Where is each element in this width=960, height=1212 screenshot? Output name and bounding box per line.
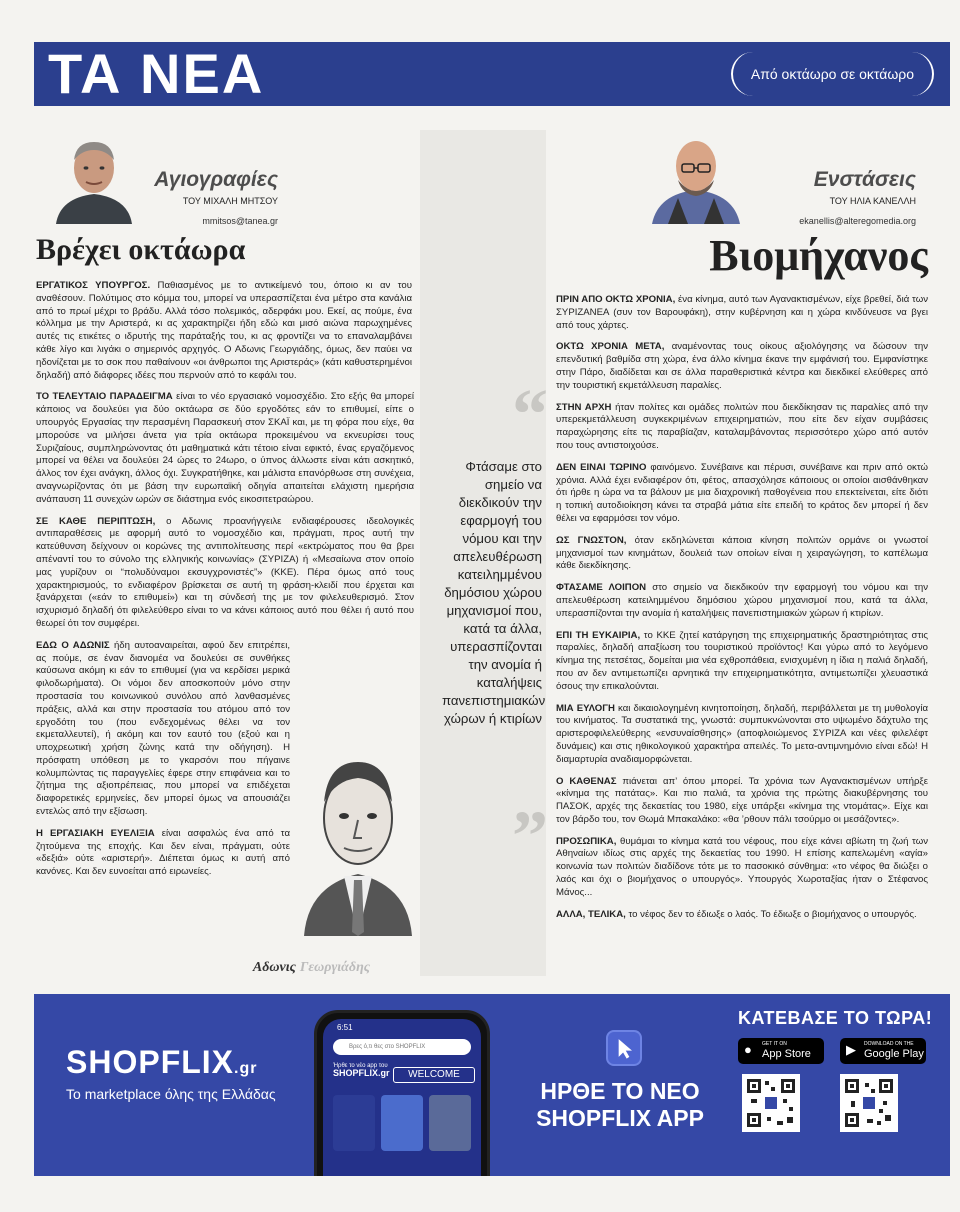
phone-welcome-banner: WELCOME <box>393 1067 475 1083</box>
paragraph: ΣΤΗΝ ΑΡΧΗ ήταν πολίτες και ομάδες πολιτών που διεκδίκησαν τις παραλίες από την υπερεκμετάλλευση συγκεκριμένων επιχειρηματιών, που είτε δεν είχαν συμβάσεις παραχώρησης είτε τις παραβίαζαν, καταλαμβάνοντας περισσότερο χώρο από αυτόν που τους αντιστοιχούσε. <box>556 401 928 451</box>
article-body <box>556 294 928 921</box>
masthead <box>34 42 950 106</box>
phone-tiles <box>333 1095 471 1151</box>
phone-mockup <box>314 1010 490 1176</box>
paragraph: ΠΡΟΣΩΠΙΚΑ, θυμάμαι το κίνημα κατά του νέφους, που είχε κάνει αβίωτη τη ζωή των Αθηναίων ιδίως στις αρχές της δεκαετίας του 1990. Η επίσης καπελωμένη «αγία» κοινωνία των πολιτών διαδίδονε τότε με το πασοκικό σύνθημα: «το νέφος θα διώξει ο λαός και όχι ο βιομήχανος ο υπουργός». Υπουργός Χωροταξίας ήταν ο Στέφανος Μάνος... <box>556 835 928 898</box>
pull-quote-panel <box>420 130 546 976</box>
paragraph: ΕΔΩ Ο ΑΔΩΝΙΣ ήδη αυτοαναιρείται, αφού δεν επιτρέπει, ας πούμε, σε έναν διανομέα να δουλεύει σε συνθήκες καύσωνα ακόμη κι εάν το επιθυμεί (για να κερδίσει μερικά φιλοδωρήματα). Οι νόμοι δεν αποσκοπούν μόνο στην προστασία του κοινωνικού συνόλου από λανθασμένες πράξεις, αλλά και στην προστασία του ατόμου από τον εργοδότη του (που ενδεχομένως θέλει να τον εκμεταλλευτεί), ή ακόμη και τον εαυτό του (εξού και η υποχρεωτική χρήση ζώνης κατά την οδήγηση). Η πρόσφατη υπόθεση με το γκαρσόνι που πήγαινε κολυμπώντας τις παραγγελίες έφερε στην επιφάνεια και το ζήτημα της αξιοπρέπειας, που μπορεί να επιδέχεται διαφορετικές ερμηνείες, δεν μπορεί όμως να απουσιάζει εντελώς από την εξίσωση. <box>36 639 291 818</box>
paragraph: ΔΕΝ ΕΙΝΑΙ ΤΩΡΙΝΟ φαινόμενο. Συνέβαινε και πέρυσι, συνέβαινε και πριν από οκτώ χρόνια. Αλλά έχει ενδιαφέρον ότι, φέτος, απασχόλησε κάποιους οι οποίοι αισθάνθηκαν ότι ήρθε η ώρα να τα βάλουν με μια διαχρονική παθογένεια που επεκτείνεται, είτε διότι η τοπική αυτοδιοίκηση κάνει τα στραβά μάτια είτε επειδή το κράτος δεν μπορεί ή δεν θέλει να εφαρμόσει τον νόμο. <box>556 461 928 524</box>
author-byline: ΤΟΥ ΗΛΙΑ ΚΑΝΕΛΛΗ <box>829 196 916 206</box>
phone-search-bar: Βρες ό,τι θες στο SHOPFLIX <box>333 1039 471 1055</box>
caricature-signature: Αδωνις Γεωργιάδης <box>252 960 370 975</box>
qr-code-icon[interactable] <box>840 1074 898 1132</box>
paragraph: ΩΣ ΓΝΩΣΤΟΝ, όταν εκδηλώνεται κάποια κίνηση πολιτών ορμάνε οι γνωστοί μηχανισμοί των κινημάτων, δουλειά των οποίων είναι η χειραγώγηση, το καπέλωμα κάθε διεκδίκησης. <box>556 534 928 572</box>
paragraph: ΕΠΙ ΤΗ ΕΥΚΑΙΡΙΑ, το ΚΚΕ ζητεί κατάργηση της επιχειρηματικής δραστηριότητας στις παραλίες, δηλαδή απαξίωση του τουριστικού προϊόντος! Και γύρω από το λεγόμενο κίνημα της πετσέτας, δομείται μια νέα εχθροπάθεια, ενισχυμένη η ίδια η παλιά δηλαδή, που αν δεν αντιμετωπίζει αρνητικά την επιχειρηματικότητα, αντιμετωπίζει χλευαστικά όσους την επικαλούνται. <box>556 629 928 692</box>
paragraph: ΣΕ ΚΑΘΕ ΠΕΡΙΠΤΩΣΗ, ο Αδωνις προανήγγειλε ενδιαφέρουσες ιδεολογικές αντιπαραθέσεις με αφορμή αυτό το νομοσχέδιο και, πράγματι, προς αυτή την κατεύθυνση δείχνουν οι κορώνες της αντιπολίτευσης περί «εκτρώματος που θα βρει απέναντί του το σύνολο της ελληνικής κοινωνίας» (ΣΥΡΙΖΑ) ή «Μεσαίωνα στον οποίο μας γυρίζουν οι “πολυδύναμοι εκσυγχρονιστές”» (ΚΚΕ). Πέρα όμως από τους χαρακτηρισμούς, το ενδιαφέρον βρίσκεται σε αυτή τη φράση-κλειδί που έρχεται και ξανάρχεται («εάν το επιθυμεί») και τη σύνδεσή της με τον φιλελευθερισμό. Στον ισχυρισμό δηλαδή ότι φιλελεύθερο είναι το να κάνει κάποιος αυτό που θέλει ή αυτό που θεωρεί ότι τον συμφέρει. <box>36 515 415 629</box>
phone-screen <box>323 1019 481 1176</box>
qr-code-icon[interactable] <box>742 1074 800 1132</box>
article-headline: Βρέχει οκτάωρα <box>36 233 246 266</box>
georgiadis-caricature <box>298 746 418 936</box>
phone-tile <box>381 1095 423 1151</box>
paragraph: ΟΚΤΩ ΧΡΟΝΙΑ ΜΕΤΑ, αναμένοντας τους οίκους αξιολόγησης να δώσουν την επενδυτική βαθμίδα στη χώρα, ένα άλλο κίνημα έκανε την εμφάνισή του. Εμφανίστηκε στην Πάρο, διαδίδεται και σε άλλα παραθεριστικά κέντρα και διεκδικεί ελεύθερες από την τουριστική εκμετάλλευση παραλίες. <box>556 341 929 391</box>
column-title: Αγιογραφίες <box>154 168 278 191</box>
phone-tile <box>333 1095 375 1151</box>
apple-icon: ● <box>744 1042 752 1057</box>
paragraph: ΠΡΙΝ ΑΠΟ ΟΚΤΩ ΧΡΟΝΙΑ, ένα κίνημα, αυτό των Αγανακτισμένων, είχε βρεθεί, διά των ΣΥΡΙΖΑΝΕΑ (συν τον Βαρουφάκη), στην κυβέρνηση και η χώρα κινδύνευσε να βγει από τους χάρτες. <box>556 294 928 331</box>
paragraph: ΤΟ ΤΕΛΕΥΤΑΙΟ ΠΑΡΑΔΕΙΓΜΑ είναι το νέο εργασιακό νομοσχέδιο. Στο εξής θα μπορεί κάποιος να δουλεύει για δύο οκτάωρα σε δύο εργοδότες εάν το επιθυμεί, είπε ο υπουργός Εργασίας την περασμένη Παρασκευή στον ΣΚΑΪ και, με τη φόρα που είχε, θα μπορούσε να μιλήσει άνετα για τρία οκτάωρα προκειμένου να εκνευρίσει τους Συριζαίους, συμπληρώνοντας ότι μαθηματικά κάτι τέτοιο είναι εφικτό, ένας εργαζόμενος μπορεί να θέλει να δουλεύει 24 ώρες το 24ωρο, ο ύπνος άλλωστε είναι κάτι ασκητικό, άλλος τον έχει ανάγκη, άλλος όχι. Συγκρατήθηκε, και μάλιστα επανόρθωσε στη συνέχεια, αναγνωρίζοντας ότι με βάση την ευρωπαϊκή οδηγία απαιτείται ελάχιστη ημερήσια ανάπαυση 11 συνεχών ωρών σε διάστημα ενός εικοσιτετραώρου. <box>36 391 414 505</box>
column-header <box>36 118 414 228</box>
phone-tile <box>429 1095 471 1151</box>
author-email: ekanellis@alteregomedia.org <box>799 216 916 226</box>
author-byline: ΤΟΥ ΜΙΧΑΛΗ ΜΗΤΣΟΥ <box>182 196 278 206</box>
new-app-headline: ΗΡΘΕ ΤΟ ΝΕΟ SHOPFLIX APP <box>536 1078 704 1131</box>
cursor-icon <box>606 1030 642 1066</box>
shopflix-advertisement[interactable] <box>34 994 950 1176</box>
paragraph: ΜΙΑ ΕΥΛΟΓΗ και δικαιολογημένη κινητοποίηση, δηλαδή, περιβάλλεται με τη μυθολογία του κινήματος. Τα συστατικά της, γνωστά: συμπυκνώνονται στο υψωμένο δάχτυλο της αριστεροφιλελεύθερης «ενσυναίσθησης» (αποφλοιώμενος ΣΥΡΙΖΑ και νέες φιλελέφτ δυνάμεις) και στις ηθικολογικού χαρακτήρα απειλές. Το μετα-αντιμνημόνιο είναι εδώ! Η διαμαρτυρία αναδιαμορφώνεται. <box>556 702 928 765</box>
shopflix-logo: SHOPFLIX.gr <box>66 1044 258 1080</box>
paragraph: Ο ΚΑΘΕΝΑΣ πιάνεται απ’ όπου μπορεί. Τα χρόνια των Αγανακτισμένων υπήρξε «κίνημα της πατάτας». Και πιο παλιά, τα χρόνια της πρώτης διακυβέρνησης του ΠΑΣΟΚ, αρχές της δεκαετίας του 1980, είχε υπάρξει «κίνημα της ντομάτας». Είχε και τον βάρδο του, τον Θωμά Μπακαλάκο: «θα ’ρθουν πάλι τσούρμο οι μεσάζοντες». <box>556 775 929 825</box>
author-photo <box>46 128 142 224</box>
app-store-button[interactable]: ● GET IT ON App Store <box>738 1038 824 1064</box>
masthead-tagline: Από οκτάωρο σε οκτάωρο <box>731 52 934 96</box>
left-opinion-column <box>36 118 414 980</box>
article-headline: Βιομήχανος <box>709 231 928 280</box>
paragraph: ΑΛΛΑ, ΤΕΛΙΚΑ, το νέφος δεν το έδιωξε ο λαός. Το έδιωξε ο βιομήχανος ο υπουργός. <box>556 908 917 920</box>
ad-slogan: Το marketplace όλης της Ελλάδας <box>66 1086 276 1102</box>
author-photo <box>648 128 744 224</box>
pull-quote: Φτάσαμε στο σημείο να διεκδικούν την εφαρμογή του νόμου και την απελευθέρωση κατειλημμένου δημόσιου χώρου μηχανισμοί που, κατά τα άλλα, υπερασπίζονται την ανομία ή καταλήψεις πανεπιστημιακών χώρων ή κτιρίων <box>442 459 546 726</box>
right-opinion-column <box>556 118 928 980</box>
download-cta: ΚΑΤΕΒΑΣΕ ΤΟ ΤΩΡΑ! <box>738 1008 933 1028</box>
close-quote-icon: ” <box>512 796 548 876</box>
paragraph: Η ΕΡΓΑΣΙΑΚΗ ΕΥΕΛΙΞΙΑ είναι ασφαλώς ένα από τα ζητούμενα της εποχής. Και δεν είναι, πράγματι, ούτε «δεξιά» ούτε «αριστερή». Διέπεται όμως κι αυτή από κανόνες. Και δεν ευνοείται από ειρωνείες. <box>36 827 290 878</box>
google-play-button[interactable]: ▶ DOWNLOAD ON THE Google Play <box>840 1038 926 1064</box>
newspaper-logo: ΤΑ ΝΕΑ <box>48 42 265 105</box>
column-header <box>556 118 928 228</box>
paragraph: ΦΤΑΣΑΜΕ ΛΟΙΠΟΝ στο σημείο να διεκδικούν την εφαρμογή του νόμου και την απελευθέρωση κατειλημμένου δημόσιου χώρου μηχανισμοί που, κατά τα άλλα, υπερασπίζονται την ανομία ή καταλήψεις πανεπιστημιακών χώρων ή κτιρίων. <box>556 582 929 619</box>
paragraph: ΕΡΓΑΤΙΚΟΣ ΥΠΟΥΡΓΟΣ. Παθιασμένος με το αντικείμενό του, όποιο κι αν του αναθέσουν. Πολύτιμος στο κόμμα του, μπορεί να υπερασπίζεται ένα μέτρο στα κανάλια από το πρωί μέχρι το βράδυ. Αλλά τόσο πολεμικός, αδερφάκι μου. Εκεί, ας πούμε, ένα κόλλημα με την Αριστερά, κι ας χαρακτηρίζει ήδη εδώ και μισό αιώνα παρωχημένες αυτές τις ετικέτες ο ιδρυτής της παράταξής του, κι ας φροντίζει να το επαναλαμβάνει κάθε λίγο και λιγάκι ο σημερινός αρχηγός. Ο Αδωνις Γεωργιάδης, όμως, δεν παύει να ηδονίζεται με το σοκ που παθαίνουν «οι άνθρωποι της Αριστεράς» (κάτι καθυστερημένοι δηλαδή) από διάφορες ιδέες που περνούν από το κεφάλι του. <box>36 280 412 381</box>
google-play-icon: ▶ <box>846 1042 856 1057</box>
column-title: Ενστάσεις <box>813 168 916 191</box>
phone-time: 6:51 <box>337 1023 353 1032</box>
open-quote-icon: “ <box>512 374 548 454</box>
phone-promo-text: Ήρθε το νέο app του SHOPFLIX.gr <box>333 1063 390 1078</box>
author-email: mmitsos@tanea.gr <box>202 216 278 226</box>
